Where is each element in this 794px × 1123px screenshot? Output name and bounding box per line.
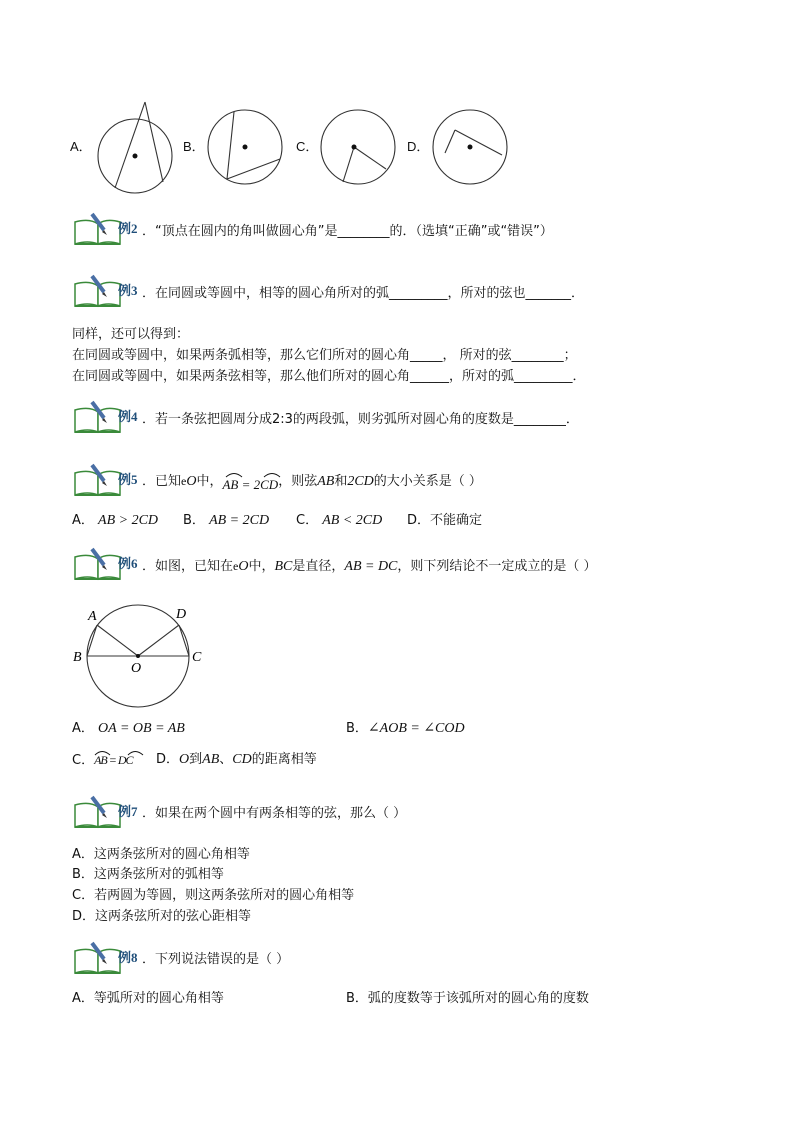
option-label: D． — [407, 513, 431, 528]
example-5-text — [142, 472, 482, 491]
arc-marks-icon — [224, 470, 284, 478]
example-6-t1: 是直径， — [292, 559, 345, 574]
example-5-and: 和 — [334, 474, 348, 489]
example-5-option-c[interactable] — [296, 512, 382, 530]
circle-symbol: e — [233, 559, 239, 573]
example-8-option-b[interactable]: B．弧的度数等于该弧所对的圆心角的度数 — [346, 991, 589, 1006]
ab-eq-dc: AB = DC — [344, 559, 398, 574]
example-7-option-b[interactable]: B．这两条弦所对的弧相等 — [72, 867, 224, 882]
circle-o: O — [238, 559, 249, 574]
example-7-option-c[interactable]: C．若两圆为等圆，则这两条弦所对的圆心角相等 — [72, 888, 355, 903]
example-5-label: 例5 — [118, 472, 138, 487]
arc-marks-icon — [94, 748, 150, 756]
example-2-text: ．“顶点在圆内的角叫做圆心角”是________的．（选填“正确”或“错误”） — [142, 224, 553, 239]
example-5-tail: 的大小关系是（ ） — [373, 474, 482, 489]
example-3-note-title: 同样，还可以得到： — [72, 327, 190, 342]
option-label: B． — [346, 721, 368, 736]
figure-a — [95, 100, 175, 196]
option-label: C． — [296, 513, 319, 528]
example-5-option-b[interactable] — [183, 512, 269, 530]
example-7-option-d[interactable]: D．这两条弦所对的弦心距相等 — [72, 909, 252, 924]
example-5-pre: ．已知 — [142, 474, 182, 489]
example-5-mid: 中， — [196, 474, 223, 489]
option-b-label: B． — [183, 139, 205, 154]
option-d-ab: AB — [202, 752, 220, 767]
option-d-tail: 的距离相等 — [251, 752, 317, 767]
circle-o: O — [186, 474, 197, 489]
option-d-label: D． — [407, 139, 430, 154]
option-c-label: C． — [296, 139, 319, 154]
example-3-text: ．在同圆或等圆中，相等的圆心角所对的弧_________，所对的弦也_______． — [142, 286, 585, 301]
option-expr: AB = 2CD — [209, 513, 270, 528]
example-8-text: ．下列说法错误的是（ ） — [142, 952, 290, 967]
option-expr: AB > 2CD — [98, 513, 159, 528]
example-3-label: 例3 — [118, 283, 138, 298]
point-d-label: D — [176, 607, 187, 622]
example-6-text — [142, 557, 597, 576]
example-6-label: 例6 — [118, 556, 138, 571]
example-6-mid: 中， — [248, 559, 275, 574]
option-expr: AB = DC — [94, 753, 132, 767]
example-4-text: ．若一条弦把圆周分成2:3的两段弧，则劣弧所对圆心角的度数是________． — [142, 412, 579, 427]
example-6-option-d[interactable] — [156, 751, 317, 769]
arc-equation: AB = 2CD — [222, 476, 278, 494]
example-2-label: 例2 — [118, 221, 138, 236]
option-d-to: 到 — [189, 752, 203, 767]
example-6-t2: ，则下列结论不一定成立的是（ ） — [397, 559, 597, 574]
option-label: A． — [72, 721, 94, 736]
option-label: D． — [156, 752, 180, 767]
example-7-text: ．如果在两个圆中有两条相等的弦，那么（ ） — [142, 806, 407, 821]
chord-2cd: 2CD — [347, 474, 374, 489]
option-expr: OA = OB = AB — [98, 721, 185, 736]
diameter-bc: BC — [274, 559, 293, 574]
example-7-label: 例7 — [118, 804, 138, 819]
example-7-option-a[interactable]: A．这两条弦所对的圆心角相等 — [72, 847, 250, 862]
figure-b — [205, 107, 285, 187]
figure-d — [430, 107, 510, 187]
option-label: A． — [72, 513, 94, 528]
option-d-o: O — [179, 752, 190, 767]
example-3-line2: 在同圆或等圆中，如果两条弦相等，那么他们所对的圆心角______，所对的弧_________． — [72, 369, 586, 384]
example-5-option-a[interactable] — [72, 512, 158, 530]
point-o-label: O — [131, 661, 142, 676]
example-6-option-a[interactable] — [72, 720, 185, 738]
option-label: C． — [72, 753, 95, 768]
example-4-label: 例4 — [118, 409, 138, 424]
point-c-label: C — [192, 650, 202, 665]
example-8-label: 例8 — [118, 950, 138, 965]
option-d-cd: CD — [232, 752, 252, 767]
example-5-option-d[interactable] — [407, 512, 482, 530]
option-expr: 不能确定 — [430, 513, 483, 528]
option-label: B． — [183, 513, 205, 528]
example-8-option-a[interactable]: A．等弧所对的圆心角相等 — [72, 991, 224, 1006]
example-6-option-b[interactable] — [346, 720, 465, 738]
option-expr: ∠AOB = ∠COD — [367, 721, 465, 736]
example-3-line1: 在同圆或等圆中，如果两条弧相等，那么它们所对的圆心角_____， 所对的弦________； — [72, 348, 577, 363]
option-expr: AB < 2CD — [322, 513, 383, 528]
option-d-sep: 、 — [219, 752, 233, 767]
point-a-label: A — [88, 609, 97, 624]
example-6-pre: ．如图，已知在 — [142, 559, 234, 574]
circle-symbol: e — [181, 474, 187, 488]
example-5-post: ，则弦 — [278, 474, 318, 489]
example-6-option-c[interactable] — [72, 751, 133, 770]
figure-c — [318, 107, 398, 187]
example-6-figure — [68, 600, 218, 712]
option-a-label: A． — [70, 139, 92, 154]
point-b-label: B — [73, 650, 82, 665]
chord-ab: AB — [317, 474, 335, 489]
